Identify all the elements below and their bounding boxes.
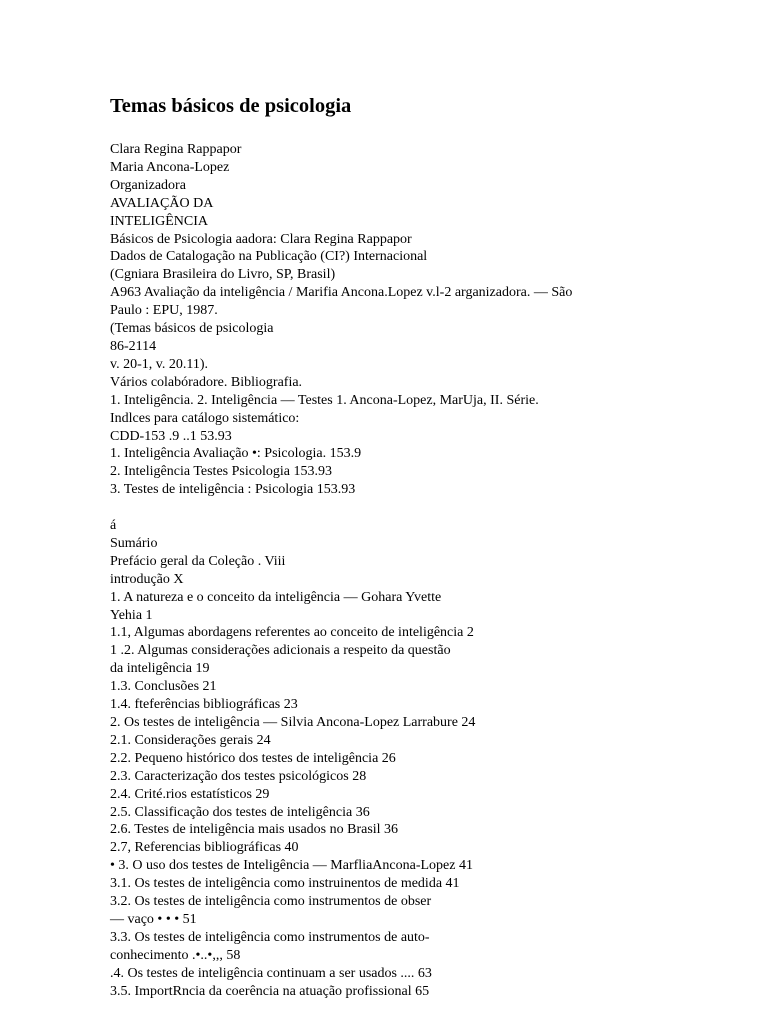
text-line: 2.1. Considerações gerais 24	[110, 732, 271, 748]
text-line: 2. Inteligência Testes Psicologia 153.93	[110, 464, 332, 480]
text-line: Vários colabóradore. Bibliografia.	[110, 374, 303, 390]
text-line: 1.4. fteferências bibliográficas 23	[110, 697, 298, 713]
text-line: • 3. O uso dos testes de Inteligência — MarfliaAncona-Lopez 41	[110, 858, 473, 874]
text-line: Clara Regina Rappapor	[110, 142, 242, 157]
text-line: da inteligência 19	[110, 661, 210, 677]
text-line: Paulo : EPU, 1987.	[110, 303, 218, 319]
text-line: 1. Inteligência. 2. Inteligência — Testes 1. Ancona-Lopez, MarUja, II. Série.	[110, 392, 539, 408]
text-line: Yehia 1	[110, 607, 153, 623]
text-line: conhecimento .•..•,,, 58	[110, 947, 241, 963]
text-line: 2.2. Pequeno histórico dos testes de inteligência 26	[110, 750, 396, 766]
text-line: (Cgniara Brasileira do Livro, SP, Brasil)	[110, 267, 336, 283]
text-line: 3.3. Os testes de inteligência como instrumentos de auto-	[110, 929, 430, 945]
text-line: Dados de Catalogação na Publicação (CI?) Internacional	[110, 249, 428, 265]
blank-line	[110, 499, 750, 517]
text-line: 1.3. Conclusões 21	[110, 679, 217, 695]
text-line: v. 20-1, v. 20.11).	[110, 356, 208, 372]
text-line: á	[110, 518, 117, 534]
text-line: 1 .2. Algumas considerações adicionais a respeito da questão	[110, 643, 451, 659]
text-line: A963 Avaliação da inteligência / Marifia Ancona.Lopez v.l-2 arganizadora. — São	[110, 285, 573, 301]
text-line: Organizadora	[110, 177, 186, 193]
text-line: 2. Os testes de inteligência — Silvia Ancona-Lopez Larrabure 24	[110, 714, 476, 730]
document-title: Temas básicos de psicologia	[110, 95, 352, 117]
text-line: 2.4. Crité.rios estatísticos 29	[110, 786, 270, 802]
text-line: .4. Os testes de inteligência continuam a ser usados .... 63	[110, 965, 432, 981]
document-page	[110, 93, 750, 1000]
text-line: 1.1, Algumas abordagens referentes ao conceito de inteligência 2	[110, 625, 474, 641]
text-line: 3.2. Os testes de inteligência como instrumentos de obser	[110, 894, 432, 910]
text-line: 3. Testes de inteligência : Psicologia 153.93	[110, 482, 356, 498]
text-line: 3.1. Os testes de inteligência como instruinentos de medida 41	[110, 876, 460, 892]
text-line: introdução X	[110, 571, 184, 587]
text-line: 2.5. Classificação dos testes de inteligência 36	[110, 804, 370, 820]
text-line: 2.3. Caracterização dos testes psicológicos 28	[110, 768, 367, 784]
text-line: 1. A natureza e o conceito da inteligência — Gohara Yvette	[110, 589, 442, 605]
text-line: AVALIAÇÃO DA	[110, 195, 214, 211]
document-body	[110, 141, 750, 1000]
text-line: Sumário	[110, 535, 158, 551]
text-line: 3.5. ImportRncia da coerência na atuação profissional 65	[110, 983, 430, 999]
text-line: CDD-153 .9 ..1 53.93	[110, 428, 232, 444]
text-line: — vaço • • • 51	[110, 911, 197, 927]
text-line: 1. Inteligência Avaliação •: Psicologia. 153.9	[110, 446, 362, 462]
text-line: INTELIGÊNCIA	[110, 213, 208, 229]
text-line: Básicos de Psicologia aadora: Clara Regina Rappapor	[110, 231, 412, 247]
text-line: 2.6. Testes de inteligência mais usados no Brasil 36	[110, 822, 399, 838]
text-line: 86-2114	[110, 338, 157, 354]
text-line: 2.7, Referencias bibliográficas 40	[110, 840, 299, 856]
text-line: Prefácio geral da Coleção . Viii	[110, 553, 286, 569]
text-line: Maria Ancona-Lopez	[110, 159, 230, 175]
text-line: Indlces para catálogo sistemático:	[110, 410, 300, 426]
text-line: (Temas básicos de psicologia	[110, 321, 274, 337]
